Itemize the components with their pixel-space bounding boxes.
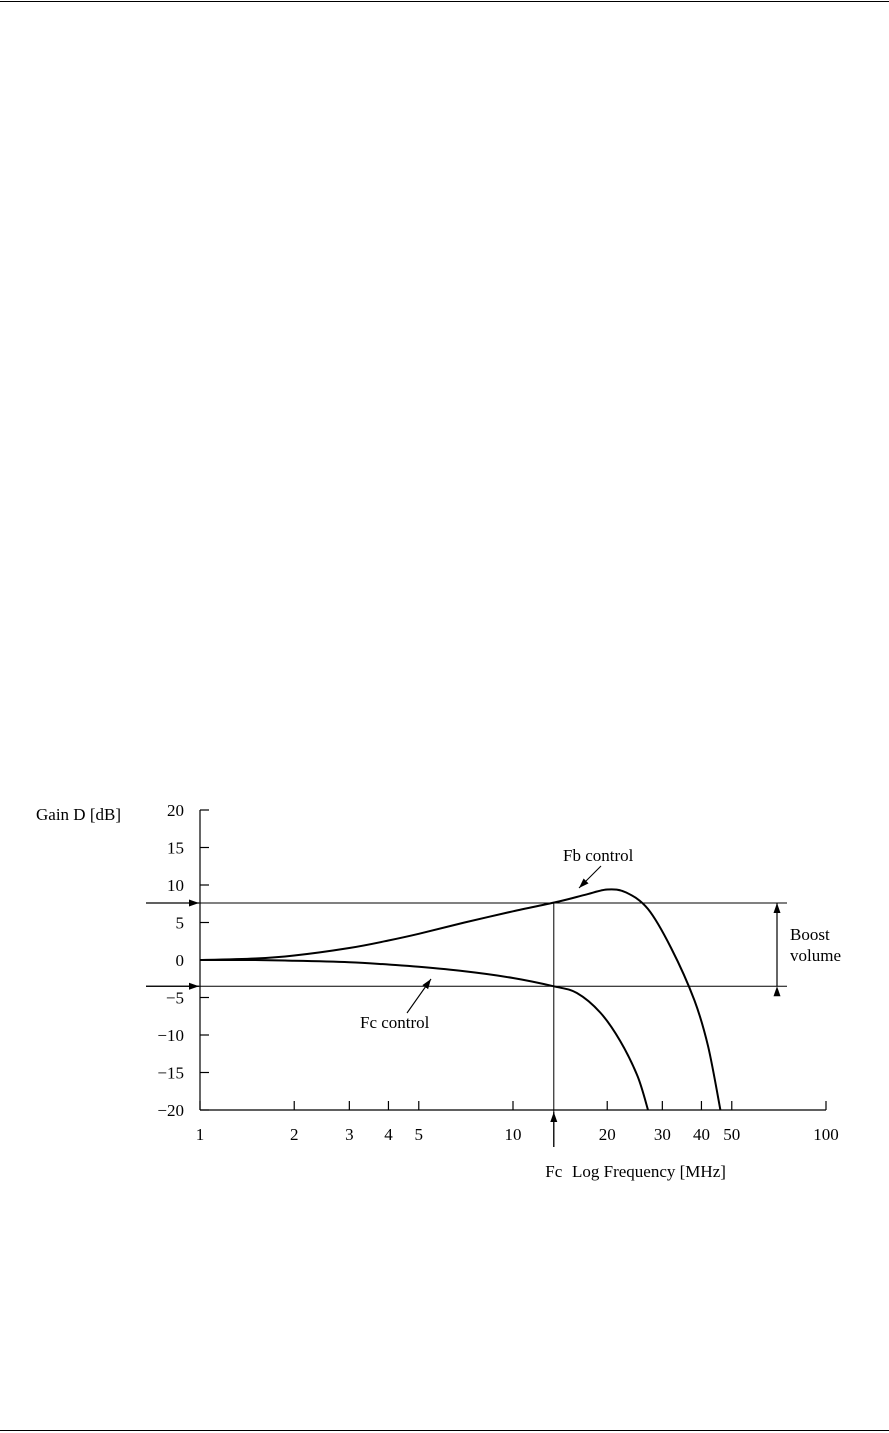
y-axis-title: Gain D [dB] [36, 805, 121, 824]
axes [157, 801, 838, 1144]
y-tick-label: −5 [165, 988, 184, 1008]
x-tick-label: 3 [345, 1125, 354, 1144]
fc-control-label: Fc control [360, 1013, 430, 1032]
fb-control-label: Fb control [563, 846, 634, 865]
x-tick-label: 20 [598, 1125, 616, 1144]
x-tick-label: 10 [504, 1125, 522, 1144]
x-tick-group [196, 1101, 839, 1144]
x-axis-title: Log Frequency [MHz] [572, 1162, 726, 1181]
fc-control-pointer [407, 979, 431, 1013]
x-tick-label: 2 [289, 1125, 299, 1144]
fb-control-curve [200, 889, 720, 1110]
y-tick-label: 0 [175, 951, 184, 970]
x-tick-label: 4 [384, 1125, 393, 1144]
x-tick-label: 100 [813, 1125, 839, 1144]
fc-control-curve [200, 960, 648, 1110]
y-tick-label: 20 [167, 801, 184, 820]
x-tick-label: 5 [414, 1125, 424, 1144]
page-bottom-rule [0, 1430, 889, 1431]
boost-label-line-2: volume [790, 946, 841, 965]
y-tick-label: −10 [157, 1026, 184, 1045]
x-tick-label: 30 [653, 1125, 671, 1144]
y-tick-label: 10 [167, 876, 184, 895]
x-tick-label: 40 [692, 1125, 710, 1144]
y-tick-label: 5 [175, 913, 184, 933]
x-tick-label: 50 [723, 1125, 741, 1144]
fc-marker-label: Fc [545, 1162, 563, 1181]
boost-label-line-1: Boost [790, 925, 830, 944]
fb-control-pointer [579, 866, 601, 888]
x-tick-label: 1 [195, 1125, 205, 1144]
y-tick-label: −20 [157, 1101, 184, 1120]
y-tick-label: −15 [157, 1063, 184, 1083]
y-tick-label: 15 [167, 838, 184, 858]
series-group [200, 889, 720, 1110]
